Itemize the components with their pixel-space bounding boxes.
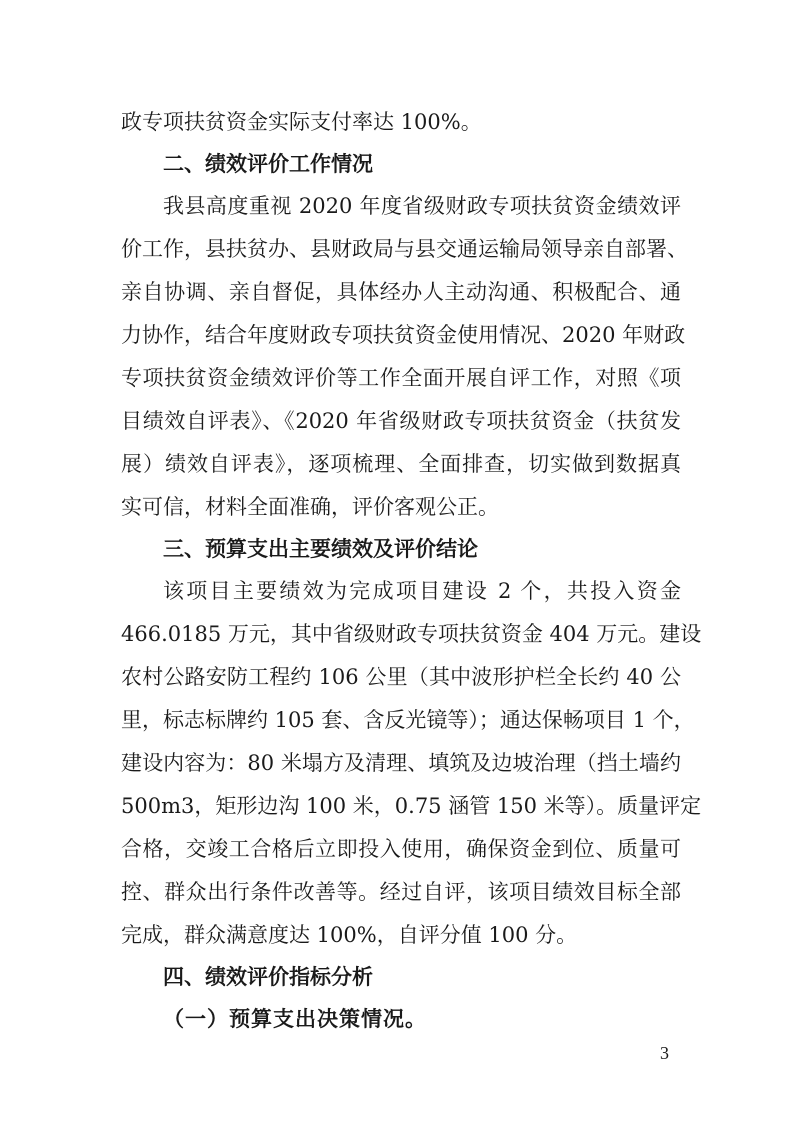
section-heading: 二、绩效评价工作情况 bbox=[163, 152, 373, 176]
paragraph-line: 完成，群众满意度达 100%，自评分值 100 分。 bbox=[121, 923, 578, 947]
page-number: 3 bbox=[660, 1043, 669, 1063]
paragraph-line: 合格，交竣工合格后立即投入使用，确保资金到位、质量可 bbox=[121, 837, 681, 861]
paragraph-line: 亲自协调、亲自督促，具体经办人主动沟通、积极配合、通 bbox=[121, 280, 681, 304]
paragraph-line: 政专项扶贫资金实际支付率达 100%。 bbox=[121, 110, 482, 134]
section-heading: 四、绩效评价指标分析 bbox=[163, 965, 373, 989]
paragraph-line: 建设内容为：80 米塌方及清理、填筑及边坡治理（挡土墙约 bbox=[121, 751, 681, 775]
paragraph-line: 价工作，县扶贫办、县财政局与县交通运输局领导亲自部署、 bbox=[121, 237, 688, 261]
paragraph-line: 该项目主要绩效为完成项目建设 2 个，共投入资金 bbox=[163, 579, 681, 603]
paragraph-line: 我县高度重视 2020 年度省级财政专项扶贫资金绩效评 bbox=[163, 194, 681, 218]
subsection-heading: （一）预算支出决策情况。 bbox=[163, 1006, 427, 1031]
paragraph-line: 里，标志标牌约 105 套、含反光镜等）；通达保畅项目 1 个， bbox=[121, 708, 695, 732]
paragraph-line: 专项扶贫资金绩效评价等工作全面开展自评工作，对照《项 bbox=[121, 366, 681, 390]
paragraph-line: 466.0185 万元，其中省级财政专项扶贫资金 404 万元。建设 bbox=[121, 622, 702, 646]
paragraph-line: 农村公路安防工程约 106 公里（其中波形护栏全长约 40 公 bbox=[121, 665, 681, 689]
paragraph-line: 展）绩效自评表》，逐项梳理、全面排查，切实做到数据真 bbox=[121, 452, 681, 476]
paragraph-line: 500m3，矩形边沟 100 米，0.75 涵管 150 米等）。质量评定 bbox=[121, 794, 702, 818]
section-heading: 三、预算支出主要绩效及评价结论 bbox=[163, 537, 478, 561]
paragraph-line: 目绩效自评表》、《2020 年省级财政专项扶贫资金（扶贫发 bbox=[121, 409, 681, 433]
paragraph-line: 力协作，结合年度财政专项扶贫资金使用情况、2020 年财政 bbox=[121, 323, 686, 347]
paragraph-line: 实可信，材料全面准确，评价客观公正。 bbox=[121, 495, 499, 519]
paragraph-line: 控、群众出行条件改善等。经过自评，该项目绩效目标全部 bbox=[121, 880, 681, 904]
